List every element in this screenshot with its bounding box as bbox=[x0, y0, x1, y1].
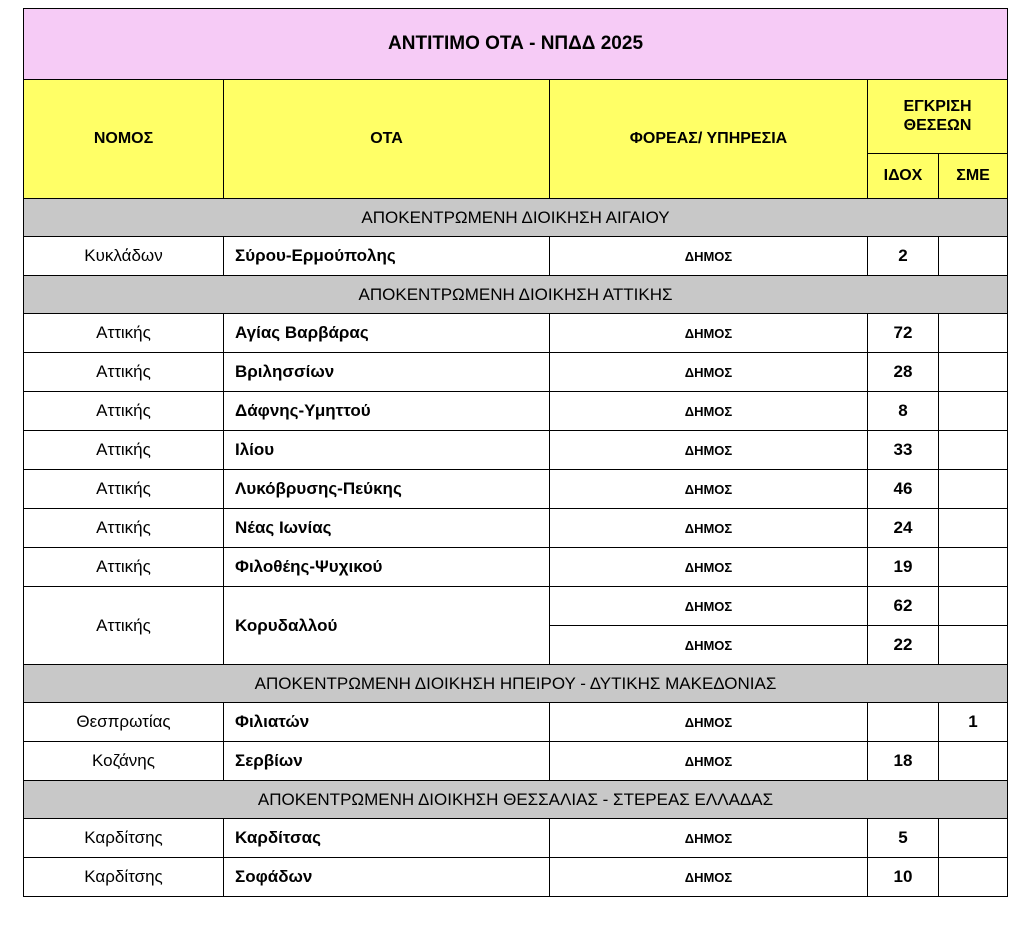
header-idox: ΙΔΟΧ bbox=[868, 153, 939, 198]
header-sme: ΣΜΕ bbox=[939, 153, 1008, 198]
table-row bbox=[24, 819, 1008, 858]
sme-cell bbox=[939, 626, 1008, 665]
document-title: ΑΝΤΙΤΙΜΟ ΟΤΑ - ΝΠΔΔ 2025 bbox=[24, 9, 1008, 80]
ota-cell: Φιλοθέης-Ψυχικού bbox=[224, 548, 550, 587]
foreas-cell: ΔΗΜΟΣ bbox=[550, 548, 868, 587]
ota-cell: Κορυδαλλού bbox=[224, 587, 550, 665]
header-ota: ΟΤΑ bbox=[224, 80, 550, 199]
nomos-cell: Αττικής bbox=[24, 314, 224, 353]
ota-cell: Βριλησσίων bbox=[224, 353, 550, 392]
positions-table bbox=[23, 8, 1008, 897]
region-title: ΑΠΟΚΕΝΤΡΩΜΕΝΗ ΔΙΟΙΚΗΣΗ ΘΕΣΣΑΛΙΑΣ - ΣΤΕΡΕΑΣ ΕΛΛΑΔΑΣ bbox=[24, 781, 1008, 819]
idox-cell: 22 bbox=[868, 626, 939, 665]
sme-cell bbox=[939, 392, 1008, 431]
sme-cell bbox=[939, 548, 1008, 587]
ota-cell: Σερβίων bbox=[224, 742, 550, 781]
sme-cell bbox=[939, 470, 1008, 509]
idox-cell: 5 bbox=[868, 819, 939, 858]
foreas-cell: ΔΗΜΟΣ bbox=[550, 470, 868, 509]
nomos-cell: Αττικής bbox=[24, 509, 224, 548]
nomos-cell: Θεσπρωτίας bbox=[24, 703, 224, 742]
idox-cell: 19 bbox=[868, 548, 939, 587]
region-title: ΑΠΟΚΕΝΤΡΩΜΕΝΗ ΔΙΟΙΚΗΣΗ ΑΤΤΙΚΗΣ bbox=[24, 276, 1008, 314]
ota-cell: Δάφνης-Υμηττού bbox=[224, 392, 550, 431]
foreas-cell: ΔΗΜΟΣ bbox=[550, 431, 868, 470]
region-title: ΑΠΟΚΕΝΤΡΩΜΕΝΗ ΔΙΟΙΚΗΣΗ ΗΠΕΙΡΟΥ - ΔΥΤΙΚΗΣ ΜΑΚΕΔΟΝΙΑΣ bbox=[24, 665, 1008, 703]
table-body bbox=[24, 9, 1008, 897]
idox-cell: 10 bbox=[868, 858, 939, 897]
ota-cell: Λυκόβρυσης-Πεύκης bbox=[224, 470, 550, 509]
sme-cell bbox=[939, 819, 1008, 858]
sme-cell bbox=[939, 858, 1008, 897]
nomos-cell: Αττικής bbox=[24, 470, 224, 509]
foreas-cell: ΔΗΜΟΣ bbox=[550, 858, 868, 897]
table-row bbox=[24, 548, 1008, 587]
idox-cell: 2 bbox=[868, 237, 939, 276]
header-row bbox=[24, 80, 1008, 154]
region-row bbox=[24, 199, 1008, 237]
nomos-cell: Καρδίτσης bbox=[24, 858, 224, 897]
title-row bbox=[24, 9, 1008, 80]
table-row bbox=[24, 431, 1008, 470]
table-row bbox=[24, 392, 1008, 431]
table-row bbox=[24, 703, 1008, 742]
region-row bbox=[24, 781, 1008, 819]
ota-cell: Σοφάδων bbox=[224, 858, 550, 897]
foreas-cell: ΔΗΜΟΣ bbox=[550, 509, 868, 548]
sme-cell bbox=[939, 237, 1008, 276]
header-foreas: ΦΟΡΕΑΣ/ ΥΠΗΡΕΣΙΑ bbox=[550, 80, 868, 199]
idox-cell: 8 bbox=[868, 392, 939, 431]
idox-cell: 28 bbox=[868, 353, 939, 392]
nomos-cell: Αττικής bbox=[24, 431, 224, 470]
ota-cell: Σύρου-Ερμούπολης bbox=[224, 237, 550, 276]
table-row bbox=[24, 470, 1008, 509]
foreas-cell: ΔΗΜΟΣ bbox=[550, 742, 868, 781]
idox-cell: 33 bbox=[868, 431, 939, 470]
ota-cell: Καρδίτσας bbox=[224, 819, 550, 858]
table-row bbox=[24, 509, 1008, 548]
nomos-cell: Καρδίτσης bbox=[24, 819, 224, 858]
region-title: ΑΠΟΚΕΝΤΡΩΜΕΝΗ ΔΙΟΙΚΗΣΗ ΑΙΓΑΙΟΥ bbox=[24, 199, 1008, 237]
sme-cell bbox=[939, 742, 1008, 781]
header-egkrisi: ΕΓΚΡΙΣΗ ΘΕΣΕΩΝ bbox=[868, 80, 1008, 154]
table-row bbox=[24, 314, 1008, 353]
idox-cell: 24 bbox=[868, 509, 939, 548]
table-row bbox=[24, 587, 1008, 626]
sme-cell bbox=[939, 509, 1008, 548]
sme-cell bbox=[939, 587, 1008, 626]
nomos-cell: Κυκλάδων bbox=[24, 237, 224, 276]
nomos-cell: Αττικής bbox=[24, 587, 224, 665]
table-row bbox=[24, 742, 1008, 781]
idox-cell: 62 bbox=[868, 587, 939, 626]
foreas-cell: ΔΗΜΟΣ bbox=[550, 314, 868, 353]
sme-cell bbox=[939, 353, 1008, 392]
foreas-cell: ΔΗΜΟΣ bbox=[550, 703, 868, 742]
foreas-cell: ΔΗΜΟΣ bbox=[550, 819, 868, 858]
ota-cell: Ιλίου bbox=[224, 431, 550, 470]
foreas-cell: ΔΗΜΟΣ bbox=[550, 626, 868, 665]
nomos-cell: Κοζάνης bbox=[24, 742, 224, 781]
foreas-cell: ΔΗΜΟΣ bbox=[550, 237, 868, 276]
ota-cell: Αγίας Βαρβάρας bbox=[224, 314, 550, 353]
nomos-cell: Αττικής bbox=[24, 353, 224, 392]
nomos-cell: Αττικής bbox=[24, 548, 224, 587]
foreas-cell: ΔΗΜΟΣ bbox=[550, 587, 868, 626]
table-row bbox=[24, 237, 1008, 276]
sme-cell bbox=[939, 431, 1008, 470]
region-row bbox=[24, 665, 1008, 703]
ota-cell: Νέας Ιωνίας bbox=[224, 509, 550, 548]
region-row bbox=[24, 276, 1008, 314]
idox-cell: 72 bbox=[868, 314, 939, 353]
ota-cell: Φιλιατών bbox=[224, 703, 550, 742]
idox-cell bbox=[868, 703, 939, 742]
table-row bbox=[24, 858, 1008, 897]
nomos-cell: Αττικής bbox=[24, 392, 224, 431]
idox-cell: 18 bbox=[868, 742, 939, 781]
idox-cell: 46 bbox=[868, 470, 939, 509]
sme-cell bbox=[939, 314, 1008, 353]
foreas-cell: ΔΗΜΟΣ bbox=[550, 353, 868, 392]
foreas-cell: ΔΗΜΟΣ bbox=[550, 392, 868, 431]
sme-cell: 1 bbox=[939, 703, 1008, 742]
header-nomos: ΝΟΜΟΣ bbox=[24, 80, 224, 199]
table-row bbox=[24, 353, 1008, 392]
